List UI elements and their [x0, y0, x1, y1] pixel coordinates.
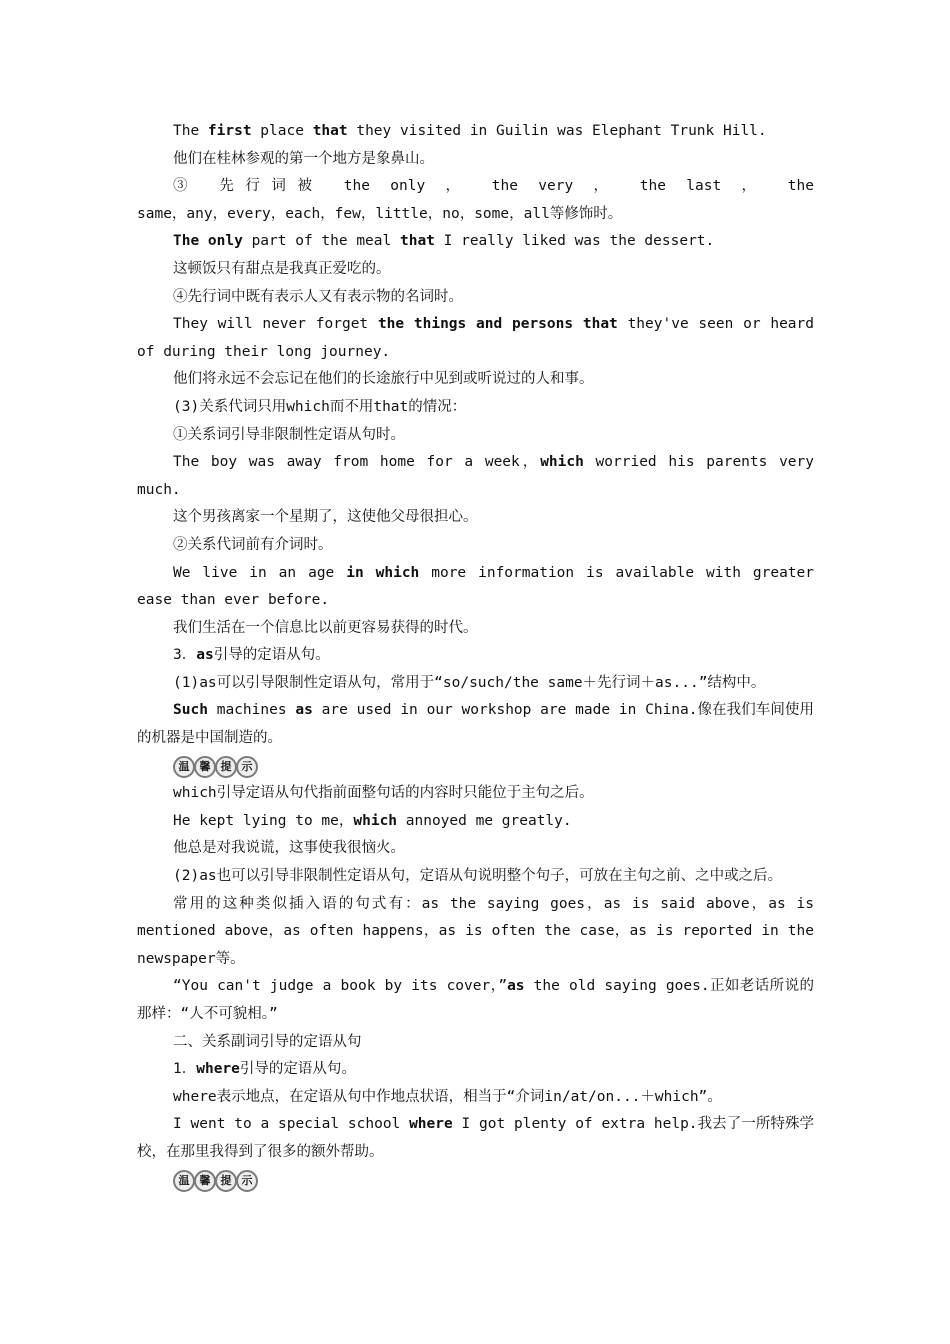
- section-heading: 3．as引导的定语从句。: [173, 647, 330, 664]
- translation: 我们生活在一个信息比以前更容易获得的时代。: [173, 619, 478, 636]
- example-sentence: Such machines as are used in our workshop are made in China.像在我们车间使用的机器是中国制造的。: [137, 702, 814, 747]
- tip-char: 温: [173, 1170, 195, 1192]
- translation: 这个男孩离家一个星期了，这使他父母很担心。: [173, 509, 478, 526]
- tip-char: 馨: [194, 1170, 216, 1192]
- rule-item: ①关系词引导非限制性定语从句时。: [173, 426, 405, 443]
- tip-char: 提: [215, 756, 237, 778]
- section-heading: 二、关系副词引导的定语从句: [173, 1033, 362, 1050]
- tip-text: which引导定语从句代指前面整句话的内容时只能位于主句之后。: [173, 785, 594, 802]
- translation: 他们在桂林参观的第一个地方是象鼻山。: [173, 150, 434, 167]
- tip-char: 提: [215, 1170, 237, 1192]
- tip-char: 示: [236, 1170, 258, 1192]
- rule-item: ③ 先行词被 the only ， the very ， the last ， the: [173, 178, 814, 195]
- tip-badge: [173, 1169, 257, 1193]
- tip-badge: [173, 755, 257, 779]
- translation: 他总是对我说谎，这事使我很恼火。: [173, 840, 405, 857]
- rule-item: ②关系代词前有介词时。: [173, 536, 333, 553]
- rule-item-continued: same，any，every，each，few，little，no，some，all等修饰时。: [137, 205, 623, 222]
- example-sentence: The only part of the meal that I really liked was the dessert.: [173, 233, 715, 250]
- example-sentence: The first place that they visited in Guilin was Elephant Trunk Hill.: [173, 123, 767, 139]
- rule-item: 常用的这种类似插入语的句式有：as the saying goes，as is said above，as is mentioned above，as often happens，as is often the case，as is reported in the newspaper等。: [137, 895, 814, 967]
- example-sentence: The boy was away from home for a week，which worried his parents very much.: [137, 454, 814, 498]
- tip-char: 馨: [194, 756, 216, 778]
- translation: 这顿饭只有甜点是我真正爱吃的。: [173, 260, 391, 277]
- rule-item: (2)as也可以引导非限制性定语从句，定语从句说明整个句子，可放在主句之前、之中或之后。: [173, 868, 783, 885]
- tip-char: 温: [173, 756, 195, 778]
- rule-item: (1)as可以引导限制性定语从句，常用于“so/such/the same＋先行词＋as...”结构中。: [173, 674, 766, 691]
- example-sentence: They will never forget the things and persons that they've seen or heard of during their long journey.: [137, 316, 814, 360]
- tip-char: 示: [236, 756, 258, 778]
- example-sentence: He kept lying to me，which annoyed me greatly.: [173, 812, 572, 829]
- section-heading: 1．where引导的定语从句。: [173, 1061, 356, 1078]
- rule-item: where表示地点，在定语从句中作地点状语，相当于“介词in/at/on...＋which”。: [173, 1088, 722, 1105]
- example-sentence: We live in an age in which more information is available with greater ease than ever before.: [137, 564, 814, 609]
- document-body: [137, 118, 814, 1194]
- rule-item: ④先行词中既有表示人又有表示物的名词时。: [173, 288, 463, 305]
- rule-heading: (3)关系代词只用which而不用that的情况：: [173, 398, 467, 415]
- example-sentence: I went to a special school where I got plenty of extra help.我去了一所特殊学校，在那里我得到了很多的额外帮助。: [137, 1116, 815, 1160]
- translation: 他们将永远不会忘记在他们的长途旅行中见到或听说过的人和事。: [173, 371, 594, 388]
- example-sentence: “You can't judge a book by its cover，”as the old saying goes.正如老话所说的那样：“人不可貌相。”: [137, 978, 814, 1022]
